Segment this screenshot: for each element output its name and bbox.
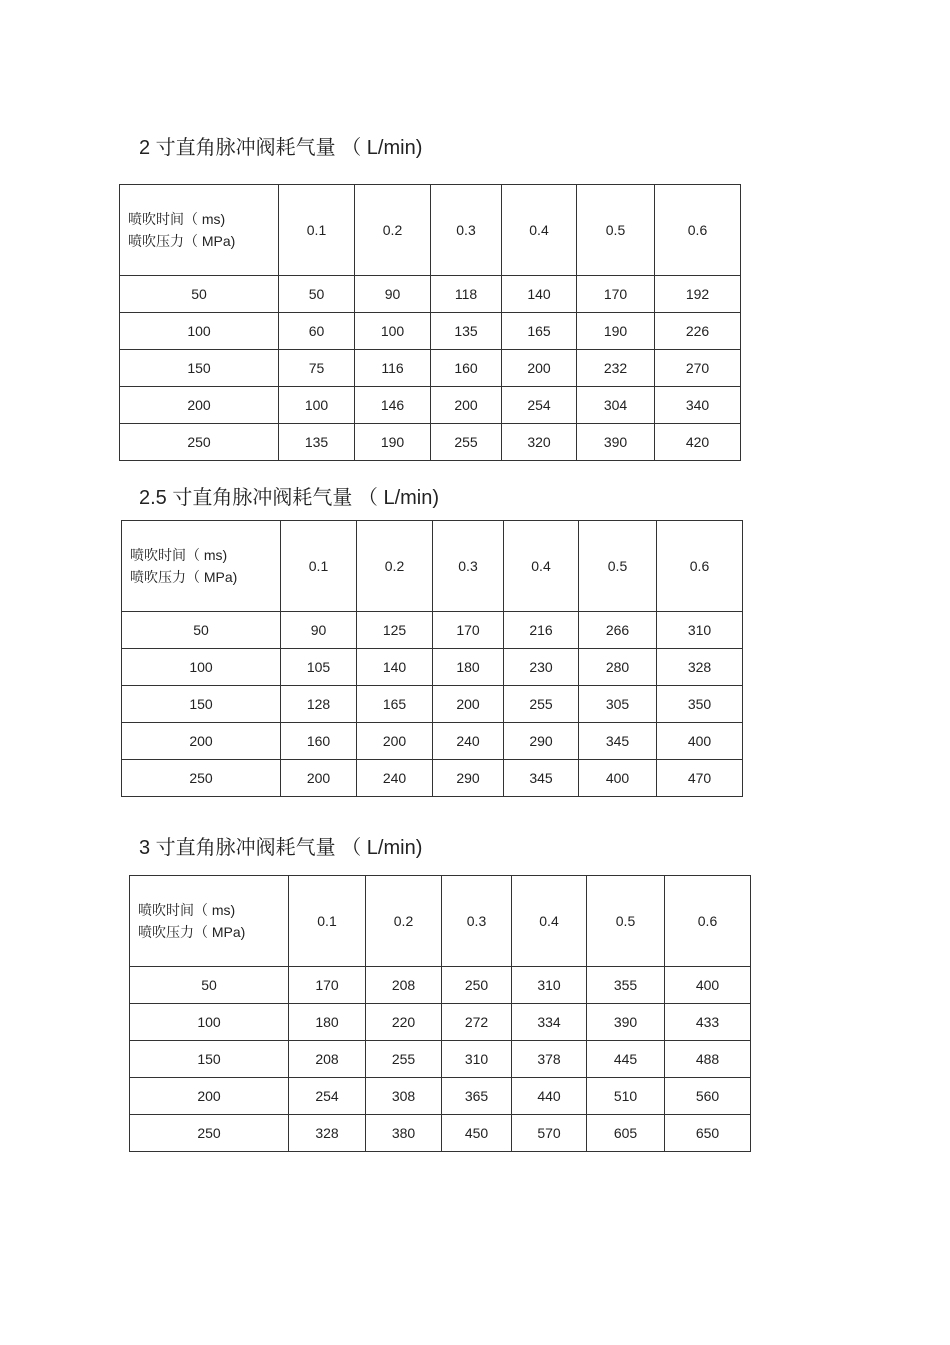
table-cell: 433 (665, 1004, 751, 1041)
blow-time-label: 喷吹时间（ ms) (128, 211, 226, 227)
table-row (122, 612, 743, 649)
table-cell: 250 (442, 967, 512, 1004)
column-header: 0.3 (433, 521, 504, 612)
table-title-2-5-inch: 2.5 寸直角脉冲阀耗气量 （ L/min) (139, 487, 440, 509)
table-cell: 190 (355, 424, 431, 461)
column-header: 0.3 (431, 185, 502, 276)
table-cell: 200 (433, 686, 504, 723)
table-cell: 334 (512, 1004, 587, 1041)
table-cell: 220 (366, 1004, 442, 1041)
table-cell: 192 (655, 276, 741, 313)
table-title-3-inch: 3 寸直角脉冲阀耗气量 （ L/min) (139, 837, 423, 859)
row-label: 100 (120, 313, 279, 350)
table-cell: 254 (502, 387, 577, 424)
table-cell: 266 (579, 612, 657, 649)
column-header: 0.2 (366, 876, 442, 967)
table-cell: 488 (665, 1041, 751, 1078)
column-header: 0.6 (655, 185, 741, 276)
table-cell: 226 (655, 313, 741, 350)
table-cell: 400 (657, 723, 743, 760)
row-label: 150 (130, 1041, 289, 1078)
column-header: 0.2 (355, 185, 431, 276)
table-cell: 200 (431, 387, 502, 424)
table-cell: 470 (657, 760, 743, 797)
table-cell: 345 (579, 723, 657, 760)
corner-header-cell (120, 185, 279, 276)
table-cell: 272 (442, 1004, 512, 1041)
table-cell: 304 (577, 387, 655, 424)
table-cell: 400 (665, 967, 751, 1004)
table-cell: 420 (655, 424, 741, 461)
table-cell: 190 (577, 313, 655, 350)
table-cell: 270 (655, 350, 741, 387)
air-consumption-table-3-inch (129, 875, 751, 1152)
table-cell: 200 (357, 723, 433, 760)
table-cell: 60 (279, 313, 355, 350)
table-cell: 160 (431, 350, 502, 387)
table-row (130, 1041, 751, 1078)
row-label: 200 (122, 723, 281, 760)
table-cell: 255 (431, 424, 502, 461)
table-cell: 320 (502, 424, 577, 461)
table-cell: 118 (431, 276, 502, 313)
table-row (130, 1078, 751, 1115)
table-row (130, 1004, 751, 1041)
column-header: 0.6 (665, 876, 751, 967)
table-cell: 328 (657, 649, 743, 686)
table-cell: 650 (665, 1115, 751, 1152)
column-header: 0.1 (279, 185, 355, 276)
table-cell: 400 (579, 760, 657, 797)
column-header: 0.5 (579, 521, 657, 612)
table-cell: 390 (577, 424, 655, 461)
table-cell: 350 (657, 686, 743, 723)
table-cell: 240 (357, 760, 433, 797)
table-cell: 560 (665, 1078, 751, 1115)
table-cell: 90 (281, 612, 357, 649)
table-row (120, 424, 741, 461)
table-cell: 440 (512, 1078, 587, 1115)
table-cell: 445 (587, 1041, 665, 1078)
blow-time-label: 喷吹时间（ ms) (138, 902, 236, 918)
row-label: 50 (130, 967, 289, 1004)
table-cell: 310 (657, 612, 743, 649)
table-cell: 170 (433, 612, 504, 649)
table-cell: 140 (357, 649, 433, 686)
header-row (122, 521, 743, 612)
table-cell: 105 (281, 649, 357, 686)
table-cell: 90 (355, 276, 431, 313)
row-label: 150 (120, 350, 279, 387)
table-cell: 450 (442, 1115, 512, 1152)
table-cell: 75 (279, 350, 355, 387)
row-label: 100 (130, 1004, 289, 1041)
row-label: 50 (120, 276, 279, 313)
column-header: 0.1 (289, 876, 366, 967)
table-row (122, 760, 743, 797)
table-cell: 50 (279, 276, 355, 313)
table-cell: 165 (357, 686, 433, 723)
row-label: 50 (122, 612, 281, 649)
table-cell: 160 (281, 723, 357, 760)
table-cell: 200 (502, 350, 577, 387)
blow-pressure-label: 喷吹压力（ MPa) (138, 924, 246, 940)
row-label: 250 (120, 424, 279, 461)
table-cell: 328 (289, 1115, 366, 1152)
table-row (120, 276, 741, 313)
header-row (120, 185, 741, 276)
table-cell: 208 (366, 967, 442, 1004)
table-cell: 170 (289, 967, 366, 1004)
table-cell: 170 (577, 276, 655, 313)
table-cell: 308 (366, 1078, 442, 1115)
table-cell: 340 (655, 387, 741, 424)
table-cell: 208 (289, 1041, 366, 1078)
column-header: 0.4 (512, 876, 587, 967)
table-cell: 510 (587, 1078, 665, 1115)
column-header: 0.5 (577, 185, 655, 276)
table-cell: 390 (587, 1004, 665, 1041)
table-cell: 365 (442, 1078, 512, 1115)
table-cell: 305 (579, 686, 657, 723)
table-cell: 255 (366, 1041, 442, 1078)
table-cell: 180 (289, 1004, 366, 1041)
table-cell: 310 (442, 1041, 512, 1078)
table-cell: 570 (512, 1115, 587, 1152)
blow-pressure-label: 喷吹压力（ MPa) (128, 233, 236, 249)
row-label: 150 (122, 686, 281, 723)
table-cell: 135 (279, 424, 355, 461)
table-cell: 605 (587, 1115, 665, 1152)
column-header: 0.6 (657, 521, 743, 612)
table-row (122, 649, 743, 686)
table-cell: 345 (504, 760, 579, 797)
row-label: 100 (122, 649, 281, 686)
table-row (120, 350, 741, 387)
table-cell: 254 (289, 1078, 366, 1115)
corner-header-cell (122, 521, 281, 612)
air-consumption-table-2-inch (119, 184, 741, 461)
table-cell: 310 (512, 967, 587, 1004)
table-row (130, 967, 751, 1004)
table-cell: 140 (502, 276, 577, 313)
column-header: 0.5 (587, 876, 665, 967)
table-cell: 128 (281, 686, 357, 723)
air-consumption-table-2-5-inch (121, 520, 743, 797)
table-cell: 380 (366, 1115, 442, 1152)
table-cell: 232 (577, 350, 655, 387)
table-cell: 355 (587, 967, 665, 1004)
blow-time-label: 喷吹时间（ ms) (130, 547, 228, 563)
table-cell: 230 (504, 649, 579, 686)
column-header: 0.2 (357, 521, 433, 612)
table-cell: 255 (504, 686, 579, 723)
table-cell: 216 (504, 612, 579, 649)
header-row (130, 876, 751, 967)
table-cell: 378 (512, 1041, 587, 1078)
table-cell: 165 (502, 313, 577, 350)
column-header: 0.4 (504, 521, 579, 612)
table-cell: 125 (357, 612, 433, 649)
table-cell: 100 (355, 313, 431, 350)
column-header: 0.1 (281, 521, 357, 612)
table-cell: 135 (431, 313, 502, 350)
table-row (120, 387, 741, 424)
table-cell: 280 (579, 649, 657, 686)
table-title-2-inch: 2 寸直角脉冲阀耗气量 （ L/min) (139, 137, 423, 159)
table-row (122, 723, 743, 760)
table-cell: 180 (433, 649, 504, 686)
table-cell: 100 (279, 387, 355, 424)
table-row (130, 1115, 751, 1152)
table-cell: 290 (504, 723, 579, 760)
row-label: 200 (120, 387, 279, 424)
table-cell: 200 (281, 760, 357, 797)
column-header: 0.4 (502, 185, 577, 276)
row-label: 250 (130, 1115, 289, 1152)
column-header: 0.3 (442, 876, 512, 967)
table-cell: 146 (355, 387, 431, 424)
table-cell: 116 (355, 350, 431, 387)
row-label: 200 (130, 1078, 289, 1115)
corner-header-cell (130, 876, 289, 967)
table-cell: 290 (433, 760, 504, 797)
row-label: 250 (122, 760, 281, 797)
blow-pressure-label: 喷吹压力（ MPa) (130, 569, 238, 585)
table-cell: 240 (433, 723, 504, 760)
table-row (122, 686, 743, 723)
table-row (120, 313, 741, 350)
